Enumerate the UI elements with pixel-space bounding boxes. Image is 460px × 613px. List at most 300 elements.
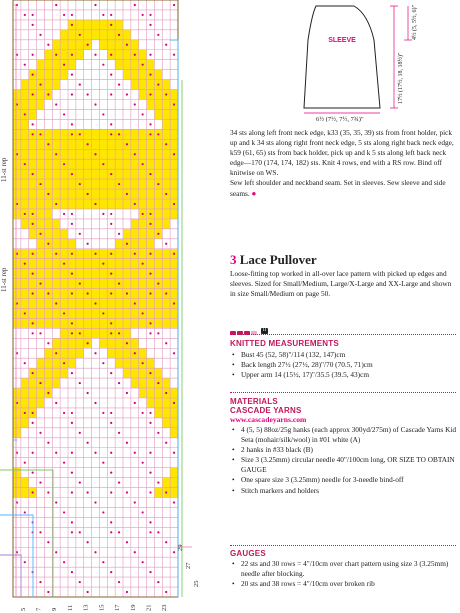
chart-dot <box>94 402 96 404</box>
chart-dot <box>149 173 151 175</box>
chart-dot <box>32 173 34 175</box>
chart-dot <box>39 432 41 434</box>
motif-cell <box>162 209 170 219</box>
motif-cell <box>131 60 139 70</box>
motif-cell <box>21 80 29 90</box>
motif-cell <box>44 159 52 169</box>
motif-cell <box>52 259 60 269</box>
motif-cell <box>131 239 139 249</box>
motif-cell <box>162 408 170 418</box>
motif-cell <box>68 149 76 159</box>
motif-cell <box>44 299 52 309</box>
chart-dot <box>102 561 104 563</box>
motif-cell <box>52 139 60 149</box>
motif-cell <box>84 259 92 269</box>
motif-cell <box>123 70 131 80</box>
motif-cell <box>115 159 123 169</box>
motif-cell <box>52 129 60 139</box>
pattern-number: 3 <box>230 252 237 267</box>
chart-dot <box>79 531 81 533</box>
motif-cell <box>76 308 84 318</box>
chart-dot <box>149 93 151 95</box>
motif-cell <box>52 279 60 289</box>
motif-cell <box>147 189 155 199</box>
motif-cell <box>76 289 84 299</box>
chart-dot <box>118 581 120 583</box>
motif-cell <box>92 259 100 269</box>
chart-dot <box>165 442 167 444</box>
chart-dot <box>55 54 57 56</box>
gauges-heading: GAUGES <box>230 549 266 558</box>
chart-dot <box>118 382 120 384</box>
motif-cell <box>123 348 131 358</box>
motif-cell <box>99 179 107 189</box>
chart-dot <box>32 491 34 493</box>
chart-dot <box>32 372 34 374</box>
motif-cell <box>60 229 68 239</box>
motif-cell <box>92 179 100 189</box>
chart-dot <box>118 481 120 483</box>
chart-dot <box>110 273 112 275</box>
chart-dot <box>94 203 96 205</box>
motif-cell <box>123 269 131 279</box>
motif-cell <box>13 209 21 219</box>
chart-dot <box>149 332 151 334</box>
motif-cell <box>92 269 100 279</box>
list-item: • 22 sts and 30 rows = 4"/10cm over chart pattern using size 3 (3.25mm) needle after blocking. <box>238 559 458 579</box>
motif-cell <box>139 139 147 149</box>
chart-dot <box>39 481 41 483</box>
chart-dot <box>47 93 49 95</box>
motif-cell <box>131 378 139 388</box>
chart-dot <box>32 273 34 275</box>
motif-cell <box>52 239 60 249</box>
motif-cell <box>154 149 162 159</box>
motif-cell <box>139 90 147 100</box>
chart-dot <box>142 163 144 165</box>
motif-cell <box>123 60 131 70</box>
motif-cell <box>147 229 155 239</box>
motif-cell <box>84 199 92 209</box>
motif-cell <box>115 189 123 199</box>
motif-cell <box>170 388 178 398</box>
chart-dot <box>39 282 41 284</box>
motif-cell <box>139 378 147 388</box>
motif-cell <box>99 169 107 179</box>
chart-dot <box>110 24 112 26</box>
motif-cell <box>107 179 115 189</box>
motif-cell <box>107 338 115 348</box>
motif-cell <box>68 338 76 348</box>
motif-cell <box>84 20 92 30</box>
motif-cell <box>147 149 155 159</box>
motif-cell <box>37 139 45 149</box>
motif-cell <box>60 179 68 189</box>
chart-dot <box>157 233 159 235</box>
motif-cell <box>115 169 123 179</box>
list-item: • 20 sts and 38 rows = 4"/10cm over broken rib <box>238 579 458 589</box>
motif-cell <box>147 199 155 209</box>
chart-dot <box>149 14 151 16</box>
motif-cell <box>13 119 21 129</box>
motif-cell <box>60 189 68 199</box>
chart-dot <box>63 362 65 364</box>
motif-cell <box>162 219 170 229</box>
chart-dot <box>63 163 65 165</box>
chart-dot <box>32 133 34 135</box>
motif-cell <box>44 199 52 209</box>
section-divider <box>230 392 456 393</box>
size-line <box>0 555 21 597</box>
motif-cell <box>60 129 68 139</box>
chart-dot <box>110 372 112 374</box>
motif-cell <box>162 179 170 189</box>
motif-cell <box>162 478 170 488</box>
motif-cell <box>92 279 100 289</box>
motif-cell <box>60 368 68 378</box>
motif-cell <box>154 219 162 229</box>
skill-box: II <box>262 328 267 334</box>
motif-cell <box>147 179 155 189</box>
motif-cell <box>37 318 45 328</box>
motif-cell <box>21 179 29 189</box>
chart-dot <box>39 581 41 583</box>
chart-dot <box>24 113 26 115</box>
chart-dot <box>94 551 96 553</box>
chart-dot <box>55 402 57 404</box>
chart-dot <box>79 34 81 36</box>
motif-cell <box>76 149 84 159</box>
motif-cell <box>170 189 178 199</box>
motif-cell <box>52 169 60 179</box>
chart-dot <box>79 233 81 235</box>
chart-dot <box>47 292 49 294</box>
motif-cell <box>99 338 107 348</box>
chart-dot <box>157 432 159 434</box>
motif-cell <box>13 408 21 418</box>
chart-dot <box>55 4 57 6</box>
motif-cell <box>29 299 37 309</box>
motif-cell <box>13 279 21 289</box>
motif-cell <box>147 388 155 398</box>
chart-dot <box>47 243 49 245</box>
chart-dot <box>110 93 112 95</box>
chart-dot <box>102 362 104 364</box>
motif-cell <box>107 348 115 358</box>
motif-cell <box>170 139 178 149</box>
chart-dot <box>149 491 151 493</box>
motif-cell <box>76 139 84 149</box>
motif-cell <box>131 80 139 90</box>
chart-dot <box>134 302 136 304</box>
motif-cell <box>99 139 107 149</box>
chart-dot <box>149 531 151 533</box>
motif-cell <box>131 169 139 179</box>
motif-cell <box>92 30 100 40</box>
chart-dot <box>110 571 112 573</box>
chart-dot <box>126 44 128 46</box>
motif-cell <box>99 249 107 259</box>
motif-cell <box>44 378 52 388</box>
chart-dot <box>79 481 81 483</box>
motif-cell <box>29 229 37 239</box>
motif-cell <box>21 289 29 299</box>
chart-dot <box>47 143 49 145</box>
chart-dot <box>32 452 34 454</box>
motif-cell <box>76 299 84 309</box>
motif-cell <box>21 90 29 100</box>
motif-cell <box>21 119 29 129</box>
motif-cell <box>139 318 147 328</box>
motif-cell <box>29 378 37 388</box>
motif-cell <box>123 199 131 209</box>
motif-cell <box>37 308 45 318</box>
motif-cell <box>170 119 178 129</box>
chart-dot <box>157 581 159 583</box>
motif-cell <box>123 308 131 318</box>
chart-dot <box>118 282 120 284</box>
motif-cell <box>131 318 139 328</box>
motif-cell <box>99 328 107 338</box>
chart-dot <box>110 531 112 533</box>
chart-dot <box>118 34 120 36</box>
chart-dot <box>71 14 73 16</box>
motif-cell <box>29 308 37 318</box>
motif-cell <box>115 348 123 358</box>
chart-dot <box>149 253 151 255</box>
chart-dot <box>32 74 34 76</box>
motif-cell <box>44 219 52 229</box>
motif-cell <box>131 139 139 149</box>
motif-cell <box>13 189 21 199</box>
motif-cell <box>84 179 92 189</box>
chart-dot <box>47 44 49 46</box>
motif-cell <box>123 30 131 40</box>
chart-dot <box>32 93 34 95</box>
motif-cell <box>131 308 139 318</box>
motif-cell <box>52 219 60 229</box>
motif-cell <box>13 318 21 328</box>
chart-dot <box>32 422 34 424</box>
motif-cell <box>60 289 68 299</box>
chart-dot <box>71 452 73 454</box>
chart-dot <box>24 64 26 66</box>
motif-cell <box>154 289 162 299</box>
motif-cell <box>21 299 29 309</box>
chart-dot <box>63 462 65 464</box>
motif-cell <box>139 70 147 80</box>
motif-cell <box>99 40 107 50</box>
motif-cell <box>154 139 162 149</box>
chart-dot <box>173 501 175 503</box>
chart-dot <box>165 292 167 294</box>
chart-dot <box>134 551 136 553</box>
chart-dot <box>24 511 26 513</box>
chart-dot <box>94 153 96 155</box>
chart-dot <box>126 193 128 195</box>
motif-cell <box>131 358 139 368</box>
motif-cell <box>99 189 107 199</box>
chart-dot <box>165 591 167 593</box>
chart-dot <box>142 213 144 215</box>
motif-cell <box>99 129 107 139</box>
chart-dot <box>134 54 136 56</box>
yarn-website-link[interactable]: www.cascadeyarns.com <box>230 415 307 424</box>
motif-cell <box>107 30 115 40</box>
chart-dot <box>134 452 136 454</box>
chart-dot <box>24 163 26 165</box>
motif-cell <box>44 279 52 289</box>
motif-cell <box>76 338 84 348</box>
motif-cell <box>170 169 178 179</box>
motif-cell <box>162 249 170 259</box>
motif-cell <box>68 189 76 199</box>
chart-dot <box>118 133 120 135</box>
chart-dot <box>157 332 159 334</box>
chart-dot <box>87 491 89 493</box>
motif-cell <box>115 40 123 50</box>
motif-cell <box>147 299 155 309</box>
chart-dot <box>149 372 151 374</box>
chart-grid <box>13 0 178 597</box>
motif-cell <box>52 318 60 328</box>
motif-cell <box>107 40 115 50</box>
motif-cell <box>21 378 29 388</box>
yarn-brand: CASCADE YARNS <box>230 406 302 415</box>
sleeve-schematic <box>276 0 452 122</box>
motif-cell <box>44 70 52 80</box>
motif-cell <box>21 478 29 488</box>
chart-dot <box>126 491 128 493</box>
motif-cell <box>154 368 162 378</box>
chart-dot <box>32 24 34 26</box>
chart-dot <box>63 213 65 215</box>
motif-cell <box>84 149 92 159</box>
motif-cell <box>154 488 162 498</box>
chart-dot <box>149 273 151 275</box>
motif-cell <box>154 388 162 398</box>
motif-cell <box>68 348 76 358</box>
motif-cell <box>44 259 52 269</box>
motif-cell <box>162 259 170 269</box>
motif-cell <box>139 279 147 289</box>
chart-dot <box>126 243 128 245</box>
chart-dot <box>32 14 34 16</box>
motif-cell <box>13 289 21 299</box>
chart-dot <box>149 412 151 414</box>
motif-cell <box>52 269 60 279</box>
chart-dot <box>165 243 167 245</box>
motif-cell <box>170 408 178 418</box>
motif-cell <box>139 229 147 239</box>
motif-cell <box>37 100 45 110</box>
list-item: • Size 3 (3.25mm) circular needle 40"/100cm long, OR SIZE TO OBTAIN GAUGE <box>238 455 458 475</box>
chart-dot <box>149 213 151 215</box>
motif-cell <box>60 239 68 249</box>
motif-cell <box>115 249 123 259</box>
motif-cell <box>115 318 123 328</box>
chart-dot <box>102 163 104 165</box>
motif-cell <box>29 279 37 289</box>
chart-dot <box>142 312 144 314</box>
chart-dot <box>55 551 57 553</box>
motif-cell <box>52 289 60 299</box>
motif-cell <box>139 199 147 209</box>
chart-dot <box>173 4 175 6</box>
chart-dot <box>71 292 73 294</box>
motif-cell <box>123 50 131 60</box>
motif-cell <box>44 318 52 328</box>
motif-cell <box>76 269 84 279</box>
motif-cell <box>131 40 139 50</box>
motif-cell <box>123 328 131 338</box>
chart-dot <box>87 541 89 543</box>
motif-cell <box>162 80 170 90</box>
stitch-number: 5 <box>19 607 27 611</box>
finishing-instructions: Sew left shoulder and neckband seam. Set in sleeves. Sew sleeve and side seams. <box>230 178 446 198</box>
motif-cell <box>154 100 162 110</box>
motif-cell <box>170 209 178 219</box>
chart-dot <box>149 223 151 225</box>
motif-cell <box>37 249 45 259</box>
chart-dot <box>102 213 104 215</box>
chart-dot <box>149 24 151 26</box>
motif-cell <box>99 279 107 289</box>
chart-dot <box>165 93 167 95</box>
motif-cell <box>37 398 45 408</box>
chart-dot <box>110 74 112 76</box>
chart-dot <box>87 442 89 444</box>
motif-cell <box>44 368 52 378</box>
motif-cell <box>60 279 68 289</box>
chart-dot <box>47 442 49 444</box>
chart-dot <box>142 462 144 464</box>
motif-cell <box>170 109 178 119</box>
chart-dot <box>149 571 151 573</box>
chart-dot <box>71 213 73 215</box>
motif-cell <box>123 249 131 259</box>
chart-dot <box>142 64 144 66</box>
chart-dot <box>102 263 104 265</box>
chart-dot <box>32 332 34 334</box>
chart-dot <box>32 472 34 474</box>
motif-cell <box>147 358 155 368</box>
chart-dot <box>71 491 73 493</box>
motif-cell <box>60 328 68 338</box>
motif-cell <box>139 348 147 358</box>
motif-cell <box>92 129 100 139</box>
chart-dot <box>157 282 159 284</box>
chart-dot <box>71 54 73 56</box>
motif-cell <box>99 149 107 159</box>
chart-dot <box>71 24 73 26</box>
chart-dot <box>165 143 167 145</box>
motif-cell <box>29 109 37 119</box>
motif-cell <box>170 428 178 438</box>
motif-cell <box>68 159 76 169</box>
motif-cell <box>107 139 115 149</box>
motif-cell <box>92 289 100 299</box>
motif-cell <box>84 318 92 328</box>
motif-cell <box>21 318 29 328</box>
chart-dot <box>47 193 49 195</box>
motif-cell <box>76 50 84 60</box>
motif-cell <box>84 308 92 318</box>
motif-cell <box>13 139 21 149</box>
chart-dot <box>55 452 57 454</box>
motif-cell <box>139 50 147 60</box>
chart-dot <box>134 153 136 155</box>
